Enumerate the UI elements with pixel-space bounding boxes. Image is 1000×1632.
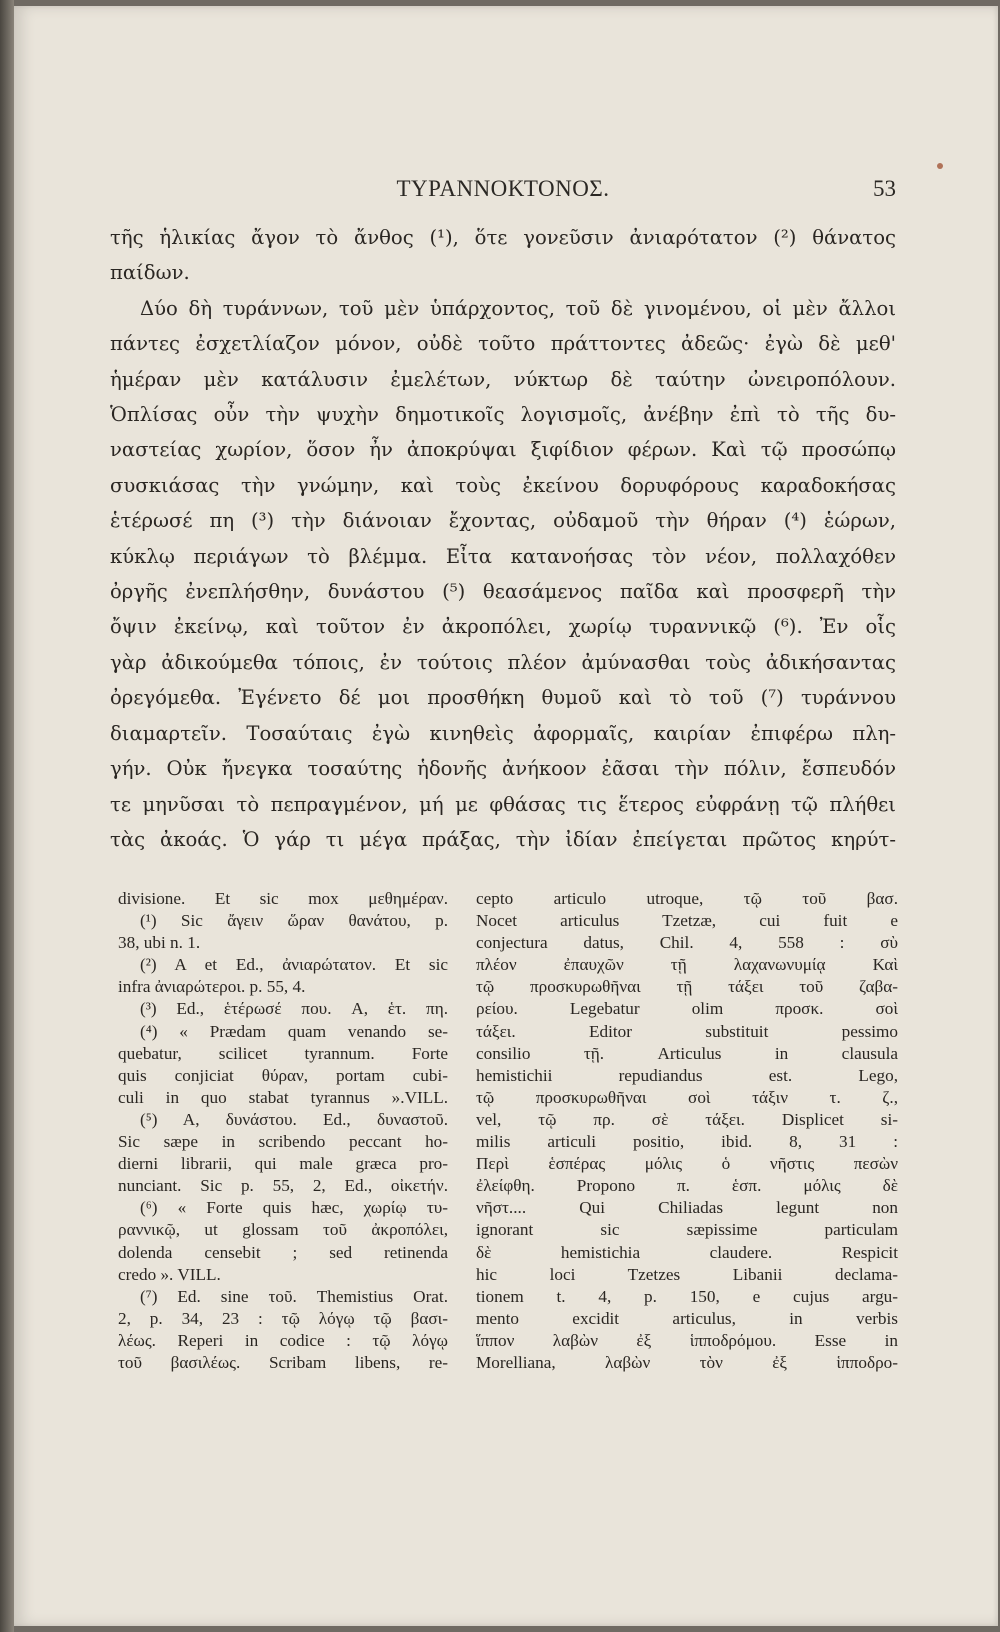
- text-line: ἡμέραν μὲν κατάλυσιν ἐμελέτων, νύκτωρ δὲ ταύτην ὠνειροπόλουν.: [110, 367, 896, 391]
- footnotes: [118, 888, 896, 1608]
- note-line: Nocet articulus Tzetzæ, cui fuit e: [476, 911, 898, 931]
- note-line: cepto articulo utroque, τῷ τοῦ βασ.: [476, 889, 898, 908]
- text-line: συσκιάσας τὴν γνώμην, καὶ τοὺς ἐκείνου δορυφόρους καραδοκήσας: [110, 473, 896, 497]
- note-line: (⁵) A, δυνάστου. Ed., δυναστοῦ.: [140, 1109, 448, 1129]
- note-line: ραννικῷ, ut glossam τοῦ ἀκροπόλει,: [118, 1220, 448, 1240]
- text-line: ὀρεγόμεθα. Ἐγένετο δέ μοι προσθήκη θυμοῦ καὶ τὸ τοῦ (⁷) τυράννου: [110, 686, 896, 710]
- note-line: culi in quo stabat tyrannus ».VILL.: [118, 1087, 448, 1107]
- text-line: Ὁπλίσας οὖν τὴν ψυχὴν δημοτικοῖς λογισμοῖς, ἀνέβην ἐπὶ τὸ τῆς δυ-: [110, 403, 896, 427]
- note-line: credo ». VILL.: [118, 1264, 221, 1284]
- running-head: [110, 176, 896, 210]
- note-line: (⁷) Ed. sine τοῦ. Themistius Orat.: [140, 1286, 448, 1306]
- note-line: dolenda censebit ; sed retinenda: [118, 1242, 448, 1262]
- text-line: τὰς ἀκοάς. Ὁ γάρ τι μέγα πράξας, τὴν ἰδίαν ἐπείγεται πρῶτος κηρύτ-: [110, 827, 896, 851]
- text-line: διαμαρτεῖν. Τοσαύταις ἐγὼ κινηθεὶς ἀφορμαῖς, καιρίαν ἐπιφέρω πλη-: [110, 721, 896, 745]
- note-line: (¹) Sic ἄγειν ὥραν θανάτου, p.: [140, 911, 448, 931]
- note-line: (⁶) « Forte quis hæc, χωρίῳ τυ-: [140, 1198, 448, 1218]
- note-line: τῷ προσκυρωθῆναι τῇ τάξει τοῦ ζαβα-: [476, 977, 898, 997]
- note-line: Περὶ ἑσπέρας μόλις ὁ νῆστις πεσὼν: [476, 1154, 898, 1174]
- note-line: dierni librarii, qui male græca pro-: [118, 1154, 448, 1174]
- note-line: ἐλείφθη. Propono π. ἑσπ. μόλις δὲ: [476, 1176, 898, 1196]
- note-line: quebatur, scilicet tyrannum. Forte: [118, 1043, 448, 1063]
- text-line: κύκλῳ περιάγων τὸ βλέμμα. Εἶτα κατανοήσας τὸν νέον, πολλαχόθεν: [110, 544, 896, 568]
- note-line: δὲ hemistichia claudere. Respicit: [476, 1242, 898, 1262]
- note-line: (³) Ed., ἑτέρωσέ που. A, ἑτ. πη.: [140, 999, 448, 1019]
- text-line: ὀργῆς ἐνεπλήσθην, δυνάστου (⁵) θεασάμενος παῖδα καὶ προσφερῆ τὴν: [110, 580, 896, 604]
- note-line: tionem t. 4, p. 150, e cujus argu-: [476, 1286, 898, 1306]
- note-line: ρείου. Legebatur olim προσκ. σοὶ: [476, 999, 898, 1019]
- note-line: τάξει. Editor substituit pessimo: [476, 1021, 898, 1041]
- note-line: conjectura datus, Chil. 4, 558 : σὺ: [476, 933, 898, 953]
- note-line: πλέον ἐπαυχῶν τῇ λαχανωνυμίᾳ Καὶ: [476, 955, 898, 975]
- note-line: ignorant sic sæpissime particulam: [476, 1220, 898, 1240]
- text-line: γήν. Οὐκ ἤνεγκα τοσαύτης ἡδονῆς ἀνήκοον ἐᾶσαι τὴν πόλιν, ἔσπευδόν: [110, 757, 896, 781]
- scan-edge: [0, 0, 14, 1632]
- text-line: ὄψιν ἐκείνῳ, καὶ τοῦτον ἐν ἀκροπόλει, χωρίῳ τυραννικῷ (⁶). Ἐν οἷς: [110, 615, 896, 639]
- note-line: milis articuli positio, ibid. 8, 31 :: [476, 1132, 898, 1152]
- note-line: 38, ubi n. 1.: [118, 933, 201, 953]
- text-line: πάντες ἐσχετλίαζον μόνον, οὐδὲ τοῦτο πράττοντες ἀδεῶς· ἐγὼ δὲ μεθ': [110, 332, 896, 356]
- note-line: (²) A et Ed., ἀνιαρώτατον. Et sic: [140, 955, 448, 975]
- note-line: Sic sæpe in scribendo peccant ho-: [118, 1132, 448, 1152]
- note-line: mento excidit articulus, in verbis: [476, 1308, 898, 1328]
- footnotes-left-column: [118, 888, 448, 1374]
- note-line: hemistichii repudiandus est. Lego,: [476, 1065, 898, 1085]
- note-line: ἵππον λαβὼν ἐξ ἱπποδρόμου. Esse in: [476, 1330, 898, 1350]
- running-title: ΤΥΡΑΝΝΟΚΤΟΝΟΣ.: [396, 176, 610, 201]
- note-line: vel, τῷ πρ. σὲ τάξει. Displicet si-: [476, 1109, 898, 1129]
- main-text: [110, 220, 896, 857]
- note-line: hic loci Tzetzes Libanii declama-: [476, 1264, 898, 1284]
- text-line: Δύο δὴ τυράννων, τοῦ μὲν ὑπάρχοντος, τοῦ δὲ γινομένου, οἱ μὲν ἄλλοι: [140, 296, 896, 320]
- note-line: (⁴) « Prædam quam venando se-: [140, 1021, 448, 1041]
- note-line: infra ἀνιαρώτεροι. p. 55, 4.: [118, 977, 306, 997]
- note-line: τοῦ βασιλέως. Scribam libens, re-: [118, 1352, 448, 1372]
- text-line: ἑτέρωσέ πη (³) τὴν διάνοιαν ἔχοντας, οὐδαμοῦ τὴν θήραν (⁴) ἑώρων,: [110, 509, 896, 533]
- text-line: τῆς ἡλικίας ἄγον τὸ ἄνθος (¹), ὅτε γονεῦσιν ἀνιαρότατον (²) θάνατος: [110, 226, 896, 249]
- text-line: τε μηνῦσαι τὸ πεπραγμένον, μή με φθάσας τις ἕτερος εὐφράνῃ τῷ πλήθει: [110, 792, 896, 816]
- text-line: γὰρ ἀδικούμεθα τόποις, ἐν τούτοις πλέον ἀμύνασθαι τοὺς ἀδικήσαντας: [110, 650, 896, 674]
- note-line: Morelliana, λαβὼν τὸν ἐξ ἱπποδρο-: [476, 1352, 898, 1372]
- note-line: νῆστ.... Qui Chiliadas legunt non: [476, 1198, 898, 1218]
- page-number: 53: [873, 176, 896, 201]
- note-line: consilio τῇ. Articulus in clausula: [476, 1043, 898, 1063]
- ink-spot: [937, 163, 943, 169]
- note-line: quis conjiciat θύραν, portam cubi-: [118, 1065, 448, 1085]
- note-line: divisione. Et sic mox μεθημέραν.: [118, 889, 448, 908]
- note-line: τῷ προσκυρωθῆναι σοὶ τάξιν τ. ζ.,: [476, 1087, 898, 1107]
- note-line: 2, p. 34, 23 : τῷ λόγῳ τῷ βασι-: [118, 1308, 448, 1328]
- note-line: λέως. Reperi in codice : τῷ λόγῳ: [118, 1330, 448, 1350]
- text-line: παίδων.: [110, 261, 190, 285]
- footnotes-right-column: [476, 888, 898, 1374]
- note-line: nunciant. Sic p. 55, 2, Ed., οἰκετήν.: [118, 1176, 448, 1196]
- text-line: ναστείας χωρίον, ὅσον ἦν ἀποκρύψαι ξιφίδιον φέρων. Καὶ τῷ προσώπῳ: [110, 438, 896, 462]
